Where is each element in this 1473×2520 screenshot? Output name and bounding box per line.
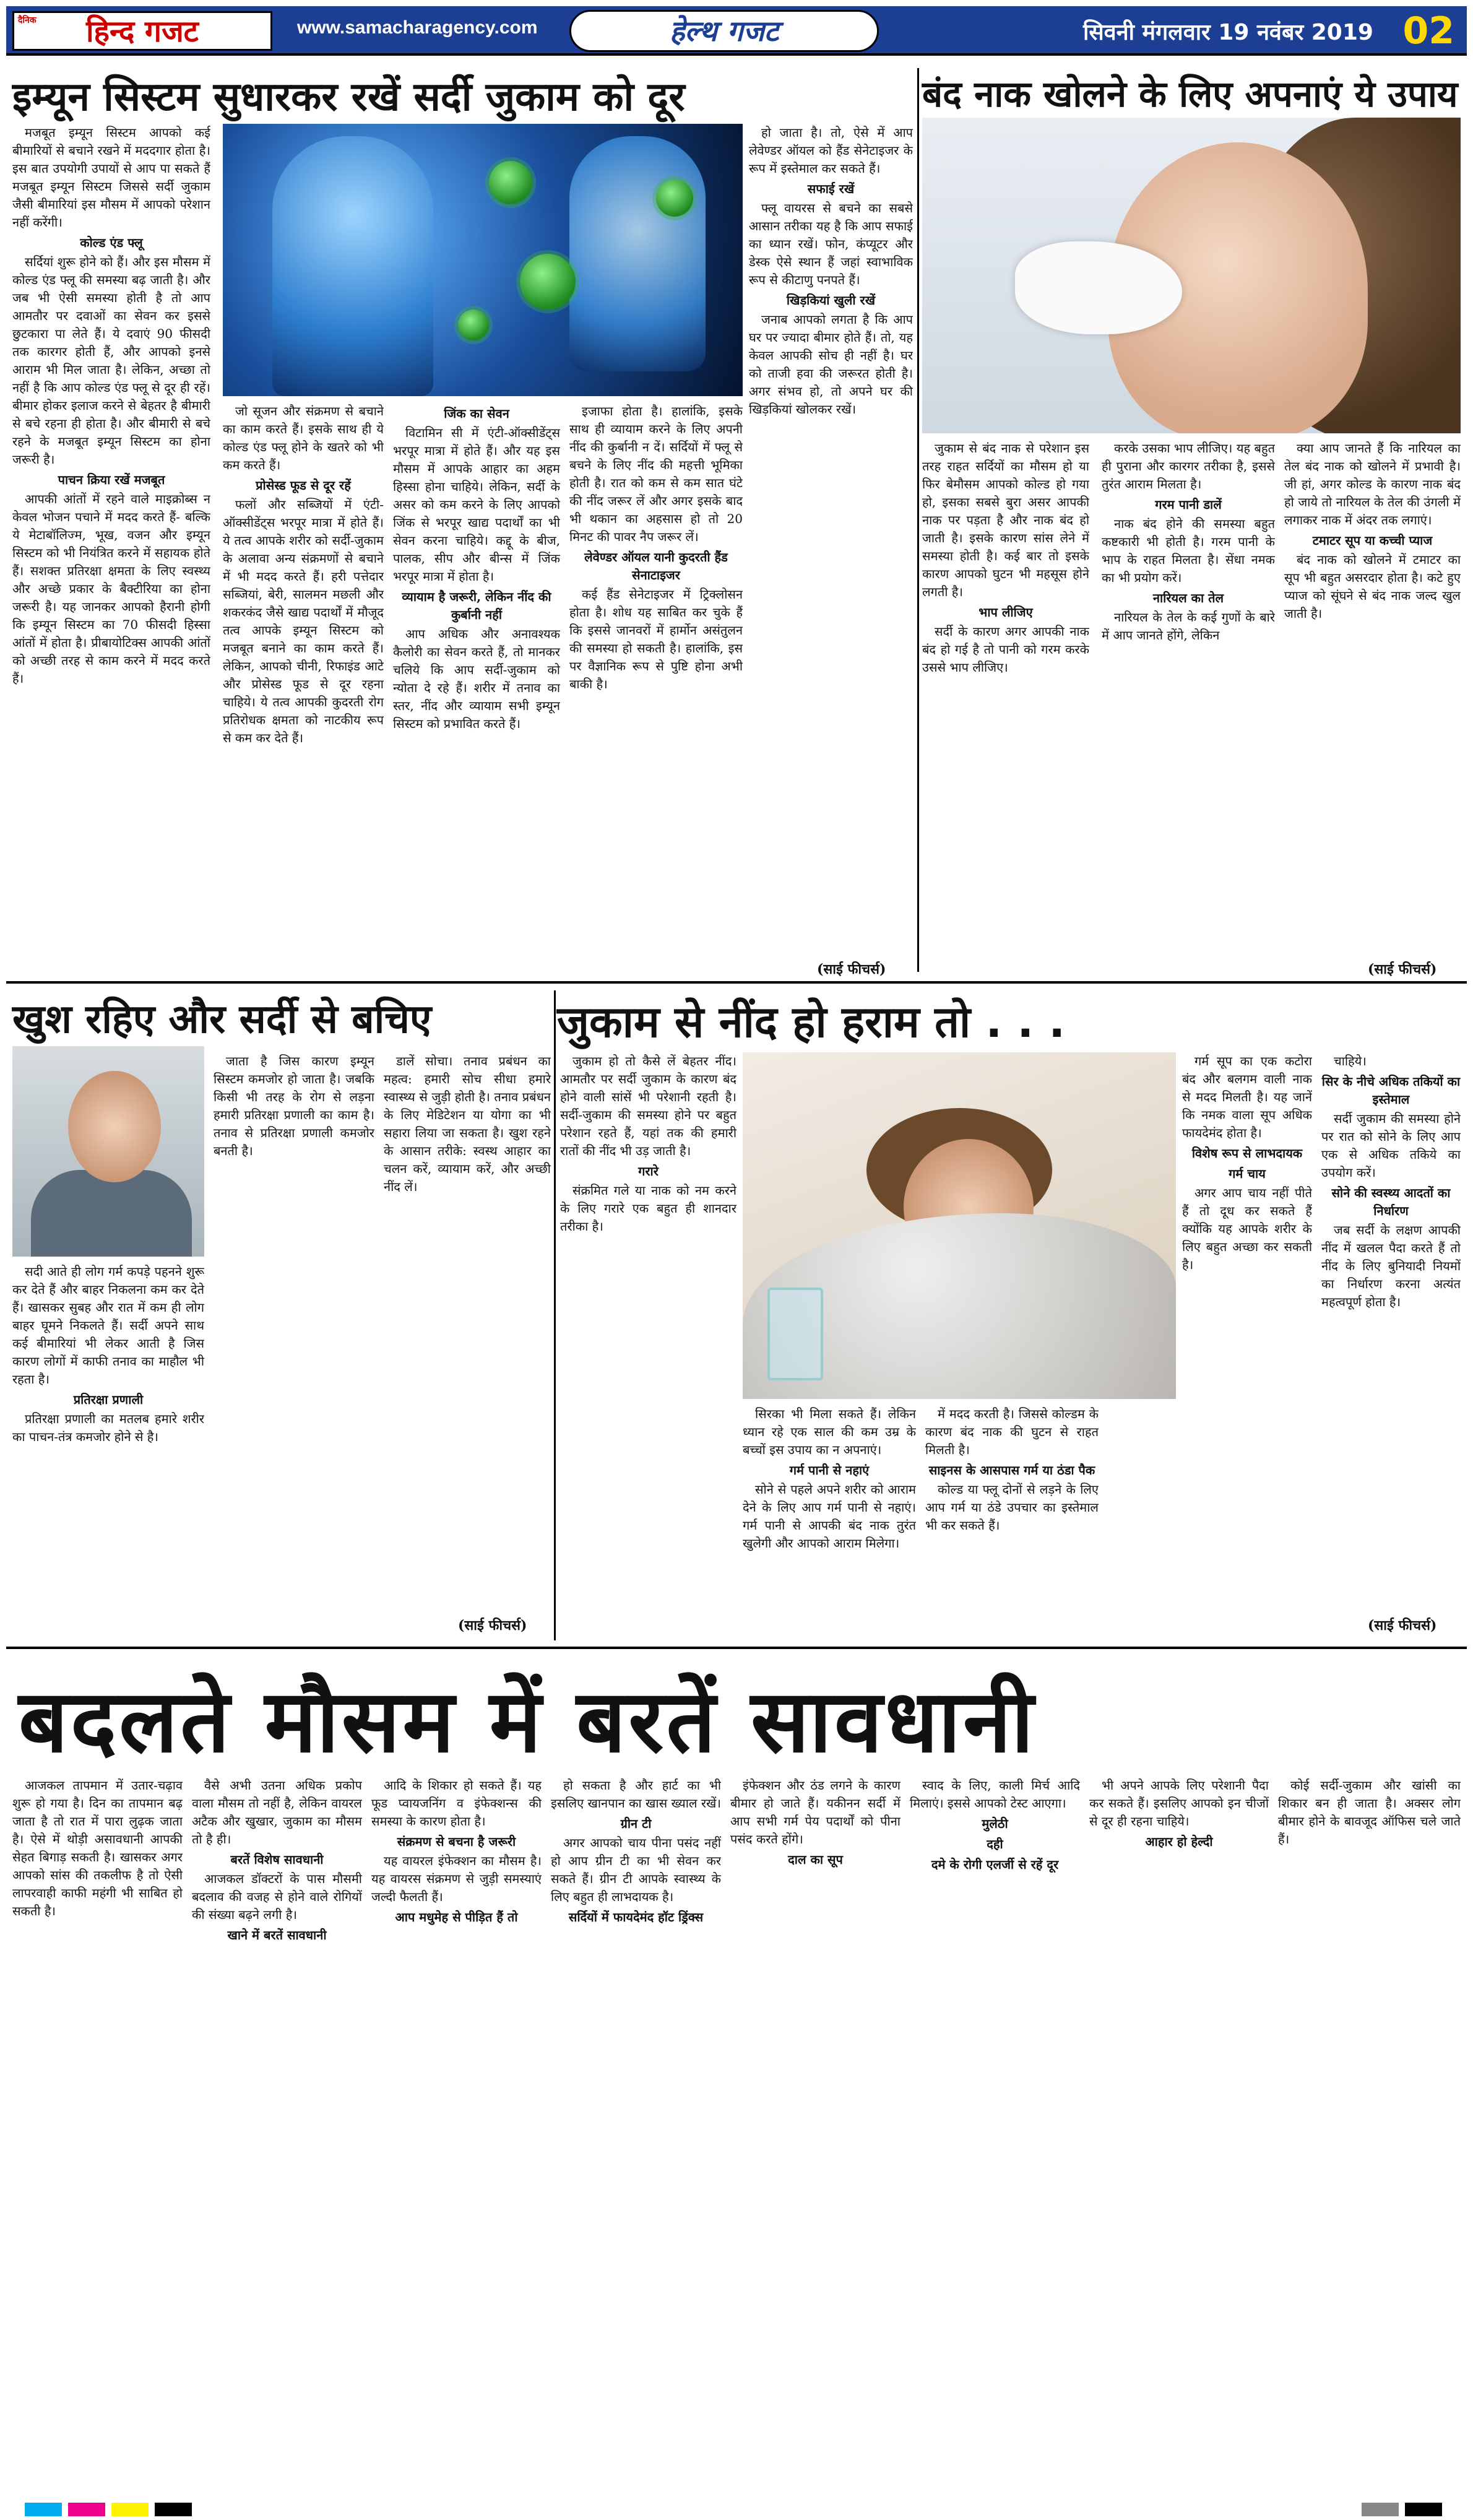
article5-column-4 [551, 1777, 721, 2488]
paragraph: डालें सोचा। तनाव प्रबंधन का महत्व: हमारी सोच सीधा हमारे स्वास्थ्य से जुड़ी होती है। तनाव प्रबंधन के लिए मेडिटेशन या योगा का भी सहारा लिया जा सकता है। खुश रहने के आसान तरीके: स्वस्थ आहार का चलन करें, व्यायाम करें, और अच्छी नींद लें। [384, 1054, 551, 1194]
germ-icon [458, 310, 489, 340]
glass-icon [767, 1288, 823, 1380]
subheading: गरारे [638, 1164, 659, 1179]
article3-credit: (साई फीचर्स) [458, 1617, 527, 1634]
subheading: भाप लीजिए [978, 605, 1033, 620]
subheading: संक्रमण से बचना है जरूरी [397, 1834, 516, 1849]
paragraph: कई हैंड सेनेटाइजर में ट्रिक्लोसन होता है। शोध यह साबित कर चुके हैं कि इससे जानवरों में हार्मोन असंतुलन की समस्या हो सकती है। हालांकि, इस पर वैज्ञानिक रूप से पुष्टि होना अभी बाकी है। [569, 587, 743, 691]
subheading: आहार हो हेल्दी [1145, 1834, 1213, 1849]
section-rule [6, 981, 1467, 984]
article4-column-5 [1321, 1052, 1461, 1609]
subheading: गर्म पानी से नहाएं [789, 1463, 870, 1478]
paragraph: अगर आप चाय नहीं पीते हैं तो दूध कर सकते हैं क्योंकि यह आपके शरीर के लिए बहुत अच्छा कर सकती है। [1182, 1185, 1312, 1272]
paragraph: जाता है जिस कारण इम्यून सिस्टम कमजोर हो जाता है। जबकि किसी भी तरह के रोग से लड़ना हमारी प्रतिरक्षा प्रणाली का काम है। तनाव से प्रतिरक्षा प्रणाली कमजोर बनती है। [214, 1054, 374, 1158]
paragraph: आपकी आंतों में रहने वाले माइक्रोब्स न केवल भोजन पचाने में मदद करते हैं- बल्कि ये मेटाबॉलिज्म, भूख, वजन और इम्यून सिस्टम को भी नियंत्रित करने में सहायक होते हैं। सशक्त प्रतिरक्षा क्षमता के लिए स्वस्थ्य और अच्छे प्रकार के बैक्टीरिया का होना जरूरी है। यह जानकर आपको हैरानी होगी कि इम्यून सिस्टम का 70 फीसदी हिस्सा आंतों में होता है। प्रीबायोटिक्स आपकी आंतों को अच्छी तरह से काम करने में मदद करते हैं। [12, 491, 210, 686]
article5-column-6 [910, 1777, 1080, 2488]
paragraph: सर्दियां शुरू होने को हैं। और इस मौसम में कोल्ड एंड फ्लू की समस्या बढ़ जाती है। और जब भी ऐसी समस्या होती है तो आप आमतौर पर दवाओं का सेवन कर इससे छुटकारा पा लेते हैं। ये दवाएं 90 फीसदी तक कारगर होती हैं, और आपको इनसे आराम भी मिल जाता है। लेकिन, अच्छा तो नहीं है कि आप कोल्ड एंड फ्लू से दूर ही रहें। बीमार होकर इलाज करने से बेहतर है बीमारी से बचे रहना ही होता है। और बीमारी से बचे रहने के मजबूत इम्यून सिस्टम का होना जरूरी है। [12, 254, 210, 467]
color-swatch [1405, 2503, 1442, 2516]
paragraph: प्रतिरक्षा प्रणाली का मतलब हमारे शरीर का पाचन-तंत्र कमजोर होने से है। [12, 1411, 204, 1444]
paragraph: जुकाम से बंद नाक से परेशान इस तरह राहत सर्दियों का मौसम हो या फिर बेमौसम आपको कोल्ड हो गया हो, इसका सबसे बुरा असर आपकी नाक पर पड़ता है और नाक बंद हो जाती है। इसके कारण सांस लेने में समस्या होती है। कई बार तो इसके कारण आपको घुटन भी महसूस होने लगती है। [922, 441, 1089, 599]
subheading: गरम पानी डालें [1155, 497, 1222, 512]
subheading: दही [987, 1837, 1003, 1851]
article3-column-3 [384, 1052, 551, 1609]
paragraph: जनाब आपको लगता है कि आप घर पर ज्यादा बीमार होते हैं। तो, यह केवल आपकी सोच ही नहीं है। घर को ताजी हवा की जरूरत होती है। अगर संभव हो, तो अपने घर की खिड़कियां खोलकर रखें। [749, 312, 913, 417]
page-number: 02 [1402, 9, 1454, 53]
subheading: दाल का सूप [788, 1852, 843, 1867]
paragraph: वैसे अभी उतना अधिक प्रकोप वाला मौसम तो नहीं है, लेकिन वायरल अटैक और खुखार, जुकाम का मौसम तो है ही। [192, 1778, 362, 1847]
subheading: जिंक का सेवन [444, 406, 509, 421]
article4-column-4 [1182, 1052, 1312, 1634]
paragraph: गर्म सूप का एक कटोरा बंद और बलगम वाली नाक से मदद मिलती है। यह जानें कि नमक वाला सूप अधिक फायदेमंद होता है। [1182, 1054, 1312, 1140]
paragraph: विटामिन सी में एंटी-ऑक्सीडेंट्स भरपूर मात्रा में होते हैं। और यह इस मौसम में आपके आहार का अहम हिस्सा होना चाहिये। लेकिन, सर्दी के असर को कम करने के लिए आपको जिंक से भरपूर खाद्य पदार्थों का भी सेवन करना चाहिये। कद्दू के बीज, पालक, सीप और बीन्स में जिंक भरपूर मात्रा में होता है। [393, 425, 560, 584]
color-swatch [68, 2503, 105, 2516]
column-divider [554, 990, 556, 1640]
color-swatch [111, 2503, 149, 2516]
subheading: टमाटर सूप या कच्ची प्याज [1312, 533, 1433, 548]
subheading: आप मधुमेह से पीड़ित हैं तो [395, 1910, 518, 1925]
paragraph: हो जाता है। तो, ऐसे में आप लेवेण्डर ऑयल को हैंड सेनेटाइजर के रूप में इस्तेमाल कर सकते हैं। [749, 125, 913, 176]
subheading: दमे के रोगी एलर्जी से रहें दूर [931, 1857, 1059, 1872]
article1-column-5 [749, 124, 913, 953]
paragraph: फ्लू वायरस से बचने का सबसे आसान तरीका यह है कि आप सफाई का ध्यान रखें। फोन, कंप्यूटर और डेस्क ऐसे स्थान हैं जहां स्वाभाविक रूप से कीटाणु पनपते हैं। [749, 201, 913, 287]
article3-headline: खुश रहिए और सर्दी से बचिए [12, 997, 432, 1042]
paragraph: सिरका भी मिला सकते हैं। लेकिन ध्यान रहे एक साल की कम उम्र के बच्चों इस उपाय का न अपनाएं। [743, 1406, 916, 1457]
article5-column-2 [192, 1777, 362, 2488]
paragraph: जो सूजन और संक्रमण से बचाने का काम करते हैं। इसके साथ ही ये कोल्ड एंड फ्लू होने के खतरे को भी कम करते हैं। [223, 404, 384, 472]
article1-column-2 [223, 402, 384, 978]
subheading: बरतें विशेष सावधानी [230, 1852, 324, 1867]
masthead [6, 6, 1467, 56]
paragraph: फलों और सब्जियों में एंटी-ऑक्सीडेंट्स भरपूर मात्रा में होते हैं। ये तत्व आपके शरीर को सर्दी-जुकाम के अलावा अन्य संक्रमणों से बचाने में भी मदद करते हैं। हरी पत्तेदार सब्जियां, बेरी, सालमन मछली और शकरकंद जैसे खाद्य पदार्थों में मौजूद तत्व आपके इम्यून सिस्टम को मजबूत बनाने का काम करते हैं। लेकिन, आपको चीनी, रिफाइंड आटे और प्रोसेस्ड फूड से दूर रहना चाहिये। ये तत्व आपकी कुदरती रोग प्रतिरोधक क्षमता को नाटकीय रूप से कम कर देते हैं। [223, 497, 384, 745]
subheading: विशेष रूप से लाभदायक [1191, 1146, 1303, 1161]
coat-shape [31, 1170, 192, 1257]
paragraph: भी अपने आपके लिए परेशानी पैदा कर सकते हैं। इसलिए आपको इन चीजों से दूर ही रहना चाहिये। [1089, 1778, 1269, 1829]
subheading: कोल्ड एंड फ्लू [80, 235, 143, 250]
article4-column-2 [743, 1405, 916, 1634]
paragraph: आदि के शिकार हो सकते हैं। यह फूड प्वायजनिंग व इंफेक्शन्स की समस्या के कारण होता है। [371, 1778, 542, 1829]
paragraph: हो सकता है और हार्ट का भी इसलिए खानपान का खास ख्याल रखें। [551, 1778, 721, 1811]
paragraph: नाक बंद होने की समस्या बहुत कष्टकारी भी होती है। गरम पानी के भाप के राहत मिलता है। सेंधा नमक का भी प्रयोग करें। [1102, 516, 1275, 585]
column-divider [917, 68, 919, 972]
article3-column-2 [214, 1052, 374, 1634]
article5-column-3 [371, 1777, 542, 2488]
subheading: सर्दियों में फायदेमंद हॉट ड्रिंक्स [568, 1910, 704, 1925]
issue-date: सिवनी मंगलवार 19 नवंबर 2019 [1083, 20, 1373, 45]
article1-headline: इम्यून सिस्टम सुधारकर रखें सर्दी जुकाम को दूर [12, 74, 685, 120]
article2-column-2 [1102, 439, 1275, 959]
subheading: मुलेठी [982, 1816, 1008, 1831]
article2-column-3 [1284, 439, 1461, 953]
paragraph: करके उसका भाप लीजिए। यह बहुत ही पुराना और कारगर तरीका है, इससे तुरंत आराम मिलता है। [1102, 441, 1275, 491]
subheading: प्रतिरक्षा प्रणाली [73, 1392, 144, 1407]
paragraph: सदी आते ही लोग गर्म कपड़े पहनने शुरू कर देते हैं और बाहर निकलना कम कर देते हैं। खासकर सुबह और रात में कम ही लोग बाहर घूमने निकलते हैं। सर्दी अपने साथ कई बीमारियां भी लेकर आती है जिस कारण लोगों में काफी तनाव का माहौल भी रहता है। [12, 1264, 204, 1387]
logo-text: हिन्द गजट [86, 14, 199, 49]
subheading: सोने की स्वस्थ्य आदतों का निर्धारण [1331, 1185, 1451, 1218]
color-swatch [155, 2503, 192, 2516]
paragraph: जुकाम हो तो कैसे लें बेहतर नींद। आमतौर पर सर्दी जुकाम के कारण बंद होने वाली सांसें भी परेशानी रहती है। सर्दी-जुकाम की समस्या होने पर बहुत परेशान रहते हैं, यहां तक की हमारी रातों की नींद भी उड़ जाती है। [560, 1054, 736, 1158]
germ-icon [520, 254, 576, 310]
paragraph: यह वायरल इंफेक्शन का मौसम है। यह वायरस संक्रमण से जुड़ी समस्याएं जल्दी फैलती हैं। [371, 1853, 542, 1904]
paragraph: सर्दी के कारण अगर आपकी नाक बंद हो गई है तो पानी को गरम करके उससे भाप लीजिए। [922, 624, 1089, 675]
subheading: व्यायाम है जरूरी, लेकिन नींद की कुर्बानी नहीं [402, 589, 551, 622]
paragraph: स्वाद के लिए, काली मिर्च आदि मिलाएं। इससे आपको टेस्ट आएगा। [910, 1778, 1080, 1811]
subheading: खिड़कियां खुली रखें [786, 293, 876, 308]
article3-column-1 [12, 1263, 204, 1634]
paragraph: इंफेक्शन और ठंड लगने के कारण बीमार हो जाते हैं। यकीनन सर्दी में आप सभी गर्म पेय पदार्थों को पीना पसंद करते होंगे। [730, 1778, 901, 1847]
article4-credit: (साई फीचर्स) [1368, 1617, 1437, 1634]
subheading: सिर के नीचे अधिक तकियों का इस्तेमाल [1321, 1074, 1461, 1107]
article1-column-1 [12, 124, 210, 978]
paragraph: आजकल डॉक्टरों के पास मौसमी बदलाव की वजह से होने वाले रोगियों की संख्या बढ़ने लगी है। [192, 1871, 362, 1922]
paragraph: में मदद करती है। जिससे कोल्डम के कारण बंद नाक की घुटन से राहत मिलती है। [925, 1406, 1099, 1457]
paragraph: आप अधिक और अनावश्यक कैलोरी का सेवन करते हैं, तो मानकर चलिये कि आप सर्दी-जुकाम को न्योता दे रहे हैं। शरीर में तनाव का स्तर, नींद और व्यायाम सभी इम्यून सिस्टम को प्रभावित करते हैं। [393, 626, 560, 731]
article2-credit: (साई फीचर्स) [1368, 961, 1437, 977]
woman-scarf-photo [12, 1046, 204, 1257]
subheading: गर्म चाय [1229, 1166, 1266, 1181]
article5-column-7 [1089, 1777, 1269, 2488]
subheading: प्रोसेस्ड फूड से दूर रहें [256, 478, 351, 493]
subheading: नारियल का तेल [1152, 591, 1224, 605]
paragraph: सोने से पहले अपने शरीर को आराम देने के लिए आप गर्म पानी से नहाएं। गर्म पानी से आपकी बंद नाक तुरंत खुलेगी और आपको आराम मिलेगा। [743, 1482, 916, 1551]
paragraph: कोई सर्दी-जुकाम और खांसी का शिकार बन ही जाता है। अक्सर लोग बीमार होने के बावजूद ऑफिस चले जाते हैं। [1278, 1778, 1461, 1847]
germ-icon [489, 161, 532, 204]
article5-column-5 [730, 1777, 901, 2488]
article4-column-3 [925, 1405, 1099, 1634]
article4-column-1 [560, 1052, 736, 1634]
logo-tagline: दैनिक [18, 15, 37, 25]
paragraph: इजाफा होता है। हालांकि, इसके साथ ही व्यायाम करने के लिए अपनी नींद की कुर्बानी न दें। सर्दियों में फ्लू से बचने के लिए नींद की महत्ती भूमिका होती है। रात को कम से कम सात घंटे की नींद जरूर लें और अगर इसके बाद भी थकान का अहसास हो तो 20 मिनट की पावर नैप जरूर लें। [569, 404, 743, 544]
hand-shape [569, 136, 706, 371]
subheading: सफाई रखें [807, 181, 855, 196]
article5-column-1 [12, 1777, 183, 2488]
woman-nose-photo [922, 118, 1461, 433]
article5-column-8 [1278, 1777, 1461, 2488]
article2-headline: बंद नाक खोलने के लिए अपनाएं ये उपाय [922, 73, 1458, 115]
subheading: साइनस के आसपास गर्म या ठंडा पैक [928, 1463, 1095, 1478]
website-url[interactable]: www.samacharagency.com [297, 17, 538, 38]
paragraph: मजबूत इम्यून सिस्टम आपको कई बीमारियों से बचाने रखने में मददगार होता है। इस बात उपयोगी उपायों से आप पा सकते हैं मजबूत इम्यून सिस्टम जिससे सर्दी जुकाम जैसी बीमारियां इस मौसम में आपको परेशान नहीं करेंगी। [12, 125, 210, 230]
article4-headline: जुकाम से नींद हो हराम तो . . . [557, 997, 1066, 1047]
paragraph: संक्रमित गले या नाक को नम करने के लिए गरारे एक बहुत ही शानदार तरीका है। [560, 1183, 736, 1234]
subheading: ग्रीन टी [620, 1816, 652, 1831]
newspaper-logo [12, 11, 272, 51]
subheading: लेवेण्डर ऑयल यानी कुदरती हैंड सेनाटाइजर [584, 550, 728, 582]
paragraph: नारियल के तेल के कई गुणों के बारे में आप जानते होंगे, लेकिन [1102, 610, 1275, 643]
paragraph: आजकल तापमान में उतार-चढ़ाव शुरू हो गया है। दिन का तापमान बढ़ जाता है तो रात में पारा लुढ़क जाता है। ऐसे में थोड़ी असावधानी आपकी सेहत बिगाड़ सकती है। खासकर अगर आपको सांस की तकलीफ है तो ऐसी लापरवाही काफी महंगी भी साबित हो सकती है। [12, 1778, 183, 1918]
paragraph: जब सर्दी के लक्षण आपकी नींद में खलल पैदा करते हैं तो नींद के लिए बुनियादी नियमों का निर्धारण करना अत्यंत महत्वपूर्ण होता है। [1321, 1223, 1461, 1309]
subheading: खाने में बरतें सावधानी [227, 1928, 327, 1942]
paragraph: बंद नाक को खोलने में टमाटर का सूप भी बहुत असरदार होता है। कटे हुए प्याज को सूंघने से बंद नाक जल्द खुल जाती है। [1284, 552, 1461, 621]
face-shape [68, 1071, 161, 1182]
paragraph: क्या आप जानते हैं कि नारियल का तेल बंद नाक को खोलने में प्रभावी है। जी हां, अगर कोल्ड के कारण नाक बंद हो जाये तो नारियल के तेल की उंगली में लगाकर नाक में अंदर तक लगाएं। [1284, 441, 1461, 527]
article1-column-4 [569, 402, 743, 978]
color-swatch [25, 2503, 62, 2516]
germ-icon [656, 180, 693, 217]
paragraph: अगर आपको चाय पीना पसंद नहीं हो आप ग्रीन टी का भी सेवन कर सकते हैं। ग्रीन टी आपके स्वास्थ्य के लिए बहुत ही लाभदायक है। [551, 1835, 721, 1904]
section-title: हेल्थ गजट [569, 10, 879, 52]
subheading: पाचन क्रिया रखें मजबूत [58, 472, 165, 487]
color-swatch [1362, 2503, 1399, 2516]
paragraph: कोल्ड या फ्लू दोनों से लड़ने के लिए आप गर्म या ठंडे उपचार का इस्तेमाल भी कर सकते हैं। [925, 1482, 1099, 1533]
sick-woman-photo [743, 1052, 1176, 1399]
article5-headline: बदलते मौसम में बरतें सावधानी [19, 1671, 1037, 1772]
immune-system-illustration [223, 124, 743, 396]
article2-column-1 [922, 439, 1089, 959]
paragraph: चाहिये। [1334, 1054, 1367, 1068]
section-rule [6, 1647, 1467, 1649]
article1-column-3 [393, 402, 560, 978]
article1-credit: (साई फीचर्स) [817, 961, 886, 977]
human-figure-shape [272, 136, 433, 396]
paragraph: सर्दी जुकाम की समस्या होने पर रात को सोने के लिए आप एक से अधिक तकिये का उपयोग करें। [1321, 1111, 1461, 1180]
